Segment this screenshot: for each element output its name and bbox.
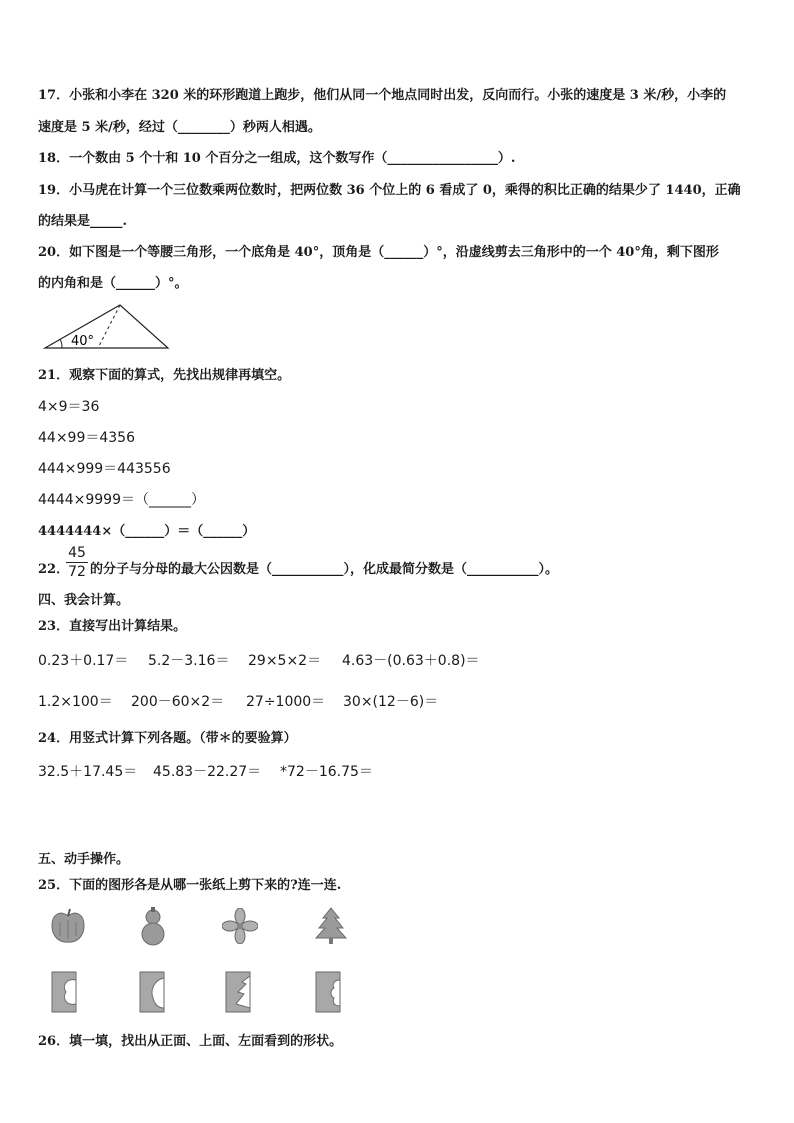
q23-r2-c3: 27÷1000＝ [246, 694, 326, 710]
q23-r2-c2: 200－60×2＝ [131, 694, 225, 710]
fraction-denominator: 72 [68, 564, 86, 580]
tree-shape-icon [314, 906, 348, 946]
q22-prefix: 22． [38, 562, 70, 577]
section-4-heading: 四、我会计算。 [38, 593, 130, 608]
q21-row-3: 444×999＝443556 [38, 461, 171, 477]
q24-item-3: *72－16.75＝ [280, 764, 373, 780]
q23-r1-c1: 0.23＋0.17＝ [38, 653, 129, 669]
flower-shape-icon [222, 908, 258, 944]
q23-r2-c1: 1.2×100＝ [38, 694, 113, 710]
q19-line1: 19．小马虎在计算一个三位数乘两位数时，把两位数 36 个位上的 6 看成了 0，乘得的积比正确的结果少了 1440，正确 [38, 183, 741, 198]
q19-line2: 的结果是_____. [38, 214, 128, 229]
q21-title: 21．观察下面的算式，先找出规律再填空。 [38, 368, 291, 383]
q26-title: 26．填一填，找出从正面、上面、左面看到的形状。 [38, 1034, 343, 1049]
apple-shape-icon [48, 906, 88, 946]
q24-item-1: 32.5＋17.45＝ [38, 764, 138, 780]
paper-sheet-1-icon [50, 970, 80, 1014]
angle-arc [60, 339, 62, 348]
q21-row-4: 4444×9999＝（______） [38, 492, 205, 508]
q21-row-1: 4×9＝36 [38, 399, 100, 415]
q21-row-2: 44×99＝4356 [38, 430, 135, 446]
q23-title: 23．直接写出计算结果。 [38, 619, 187, 634]
section-5-heading: 五、动手操作。 [38, 852, 130, 867]
gourd-shape-icon [136, 906, 170, 946]
q21-row-5: 4444444×（______）＝（______） [38, 524, 256, 539]
q23-r1-c4: 4.63－(0.63＋0.8)＝ [342, 653, 480, 669]
q22-text: 的分子与分母的最大公因数是（___________），化成最简分数是（___________）。 [90, 562, 559, 577]
q25-title: 25．下面的图形各是从哪一张纸上剪下来的?连一连. [38, 878, 342, 893]
q20-line2: 的内角和是（______）°。 [38, 276, 188, 291]
fraction-numerator: 45 [66, 545, 88, 563]
q24-item-2: 45.83－22.27＝ [153, 764, 262, 780]
paper-sheet-3-icon [224, 970, 254, 1014]
q23-r1-c3: 29×5×2＝ [248, 653, 322, 669]
q20-line1: 20．如下图是一个等腰三角形，一个底角是 40°，顶角是（______）°，沿虚线剪去三角形中的一个 40°角，剩下图形 [38, 245, 719, 260]
q24-title: 24．用竖式计算下列各题。（带＊的要验算） [38, 731, 297, 746]
q23-r1-c2: 5.2－3.16＝ [148, 653, 230, 669]
isosceles-triangle-figure [40, 300, 180, 352]
q18-text: 18．一个数由 5 个十和 10 个百分之一组成，这个数写作（_________________）. [38, 151, 516, 166]
paper-sheet-4-icon [314, 970, 344, 1014]
q23-r2-c4: 30×(12－6)＝ [343, 694, 439, 710]
paper-sheet-2-icon [138, 970, 168, 1014]
q17-line1: 17．小张和小李在 320 米的环形跑道上跑步，他们从同一个地点同时出发，反向而行。小张的速度是 3 米/秒，小李的 [38, 88, 727, 103]
triangle-outline [45, 305, 168, 348]
angle-label: 40° [71, 334, 95, 349]
q22-fraction [66, 545, 88, 580]
q17-line2: 速度是 5 米/秒，经过（________）秒两人相遇。 [38, 120, 321, 135]
